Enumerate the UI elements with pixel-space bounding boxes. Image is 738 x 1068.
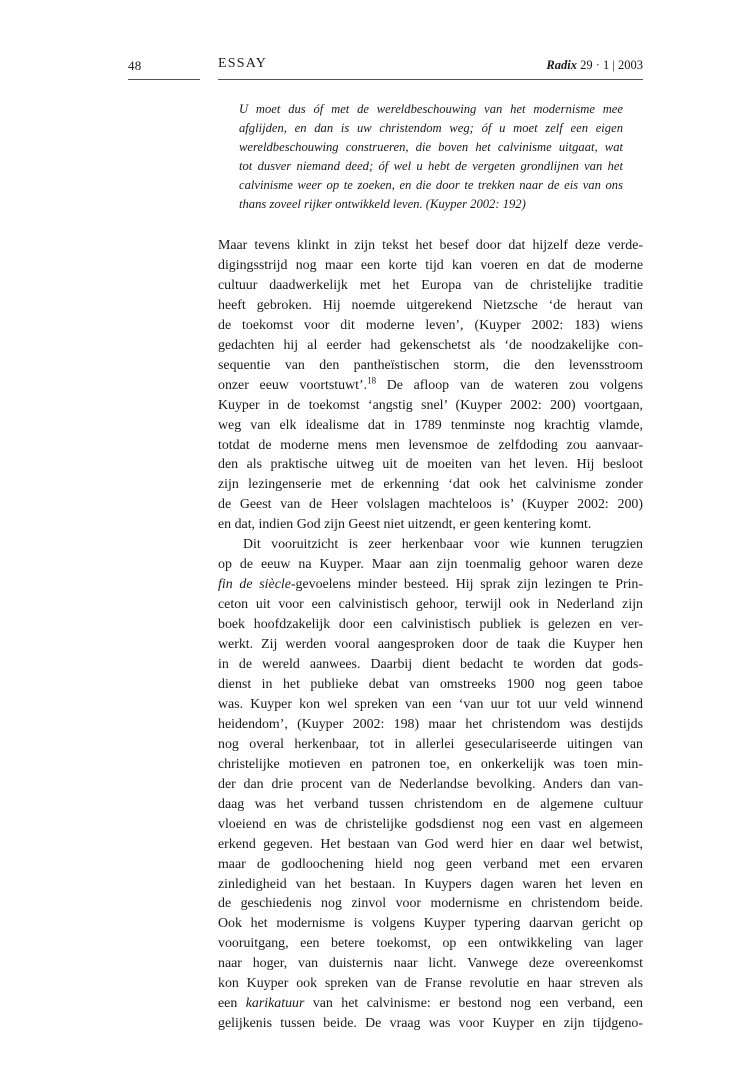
- body-line: cultuur daadwerkelijk met het Europa van de christelijke traditie: [218, 277, 643, 293]
- body-line: nog overal herkenbaar, tot in allerlei geseculariseerde uitingen van: [218, 736, 643, 752]
- body-line: en dat, indien God zijn Geest niet uitzendt, er geen kentering komt.: [218, 517, 592, 533]
- body-line: zijn lezingenserie met de erkenning ‘dat ook het calvinisme zonder: [218, 477, 643, 493]
- quote-line: calvinisme weer op te zoeken, en die door te trekken naar de eis van ons: [239, 178, 623, 193]
- footnote-ref: 18: [367, 375, 377, 386]
- quote-line: afglijden, en dan is uw christendom weg; óf u moet zelf een eigen: [239, 121, 623, 136]
- page-number: 48: [128, 58, 142, 73]
- body-line-text: -gevoelens minder besteed. Hij sprak zijn lezingen te Prin-: [290, 577, 643, 593]
- body-line: was. Kuyper kon wel spreken van een ‘van uur tot uur veld winnend: [218, 696, 643, 712]
- body-line: Kuyper in de toekomst ‘angstig snel’ (Kuyper 2002: 200) voortgaan,: [218, 397, 643, 413]
- body-line: der dan drie procent van de Nederlandse bevolking. Anders dan van-: [218, 776, 643, 792]
- blockquote: [239, 100, 623, 215]
- body-line: Dit vooruitzicht is zeer herkenbaar voor wie kunnen terugzien: [243, 537, 643, 553]
- body-line: digingsstrijd nog maar een korte tijd kan voeren en dat de moderne: [218, 257, 643, 273]
- body-text: [218, 236, 643, 1034]
- issue-info: 29 · 1 | 2003: [580, 58, 643, 72]
- journal-name: Radix: [546, 58, 577, 72]
- body-line: vloeiend en was de christelijke godsdienst nog een vast en algemeen: [218, 816, 643, 832]
- body-line: Ook het modernisme is volgens Kuyper typering daarvan gericht op: [218, 916, 643, 932]
- body-line: gelijkenis tussen beide. De vraag was voor Kuyper en zijn tijdgeno-: [218, 1016, 643, 1032]
- body-line: zinledigheid van het bestaan. In Kuypers dagen waren het leven en: [218, 876, 643, 892]
- body-line: [218, 376, 643, 396]
- body-line: erkend gegeven. Het bestaan van God werd hier en daar wel betwist,: [218, 836, 643, 852]
- body-line-prefix: een: [218, 996, 246, 1012]
- body-line: daag was het verband tussen christendom en de algemene cultuur: [218, 796, 643, 812]
- quote-line: thans zoveel rijker ontwikkeld leven. (Kuyper 2002: 192): [239, 197, 526, 212]
- body-line: [218, 575, 643, 595]
- body-line: heidendom’, (Kuyper 2002: 198) maar het christendom was destijds: [218, 716, 643, 732]
- body-line: heeft gebroken. Hij noemde uitgerekend Nietzsche ‘de heraut van: [218, 297, 643, 313]
- body-line: den als praktische uitweg uit de moeiten van het leven. Hij besloot: [218, 457, 643, 473]
- body-line: christelijke motieven en patronen toe, en onkerkelijk was toen min-: [218, 756, 643, 772]
- header-rule-left: [128, 79, 200, 80]
- section-label: ESSAY: [218, 56, 268, 71]
- body-line: op de eeuw na Kuyper. Maar aan zijn toenmalig gehoor waren deze: [218, 557, 643, 573]
- body-line: werkt. Zij werden vooral aangesproken door de taak die Kuyper hen: [218, 637, 643, 653]
- body-line: naar hoger, van duisternis naar licht. Vanwege deze overeenkomst: [218, 956, 643, 972]
- body-line: weg van elk idealisme dat in 1789 tenminste nog krachtig vlamde,: [218, 417, 643, 433]
- body-line: de Geest van de Heer volslagen machteloos is’ (Kuyper 2002: 200): [218, 497, 643, 513]
- body-line: sequentie van den pantheïstischen storm, die den levensstroom: [218, 357, 643, 373]
- body-line: Maar tevens klinkt in zijn tekst het besef door dat hijzelf deze verde-: [218, 238, 643, 253]
- quote-line: U moet dus óf met de wereldbeschouwing van het modernisme mee: [239, 102, 623, 116]
- body-line: boek hoofdzakelijk door een calvinistisch publiek is gelezen en ver-: [218, 617, 643, 633]
- body-line: maar de godloochening hield nog geen verband met een ervaren: [218, 856, 643, 872]
- body-line: dienst in het publieke debat van omstreeks 1900 nog geen taboe: [218, 676, 643, 692]
- body-line: ceton uit voor een calvinistisch gehoor, terwijl ook in Nederland zijn: [218, 597, 643, 613]
- body-line-text: onzer eeuw voortstuwt’.: [218, 377, 368, 393]
- body-line: de toekomst voor dit moderne leven’, (Kuyper 2002: 183) wiens: [218, 317, 643, 333]
- body-line: kon Kuyper ook spreken van de Franse revolutie en haar streven als: [218, 976, 643, 992]
- body-line: de geschiedenis nog zinvol voor modernisme en christendom beide.: [218, 896, 643, 912]
- body-line-tail: De afloop van de wateren zou volgens: [376, 377, 643, 393]
- fin-de-siecle-italic: fin de siècle: [218, 577, 291, 593]
- body-line: vooruitgang, een betere toekomst, op een ontwikkeling van lager: [218, 936, 643, 952]
- body-line: totdat de moderne mens men levensmoe de zelfdoding zou aanvaar-: [218, 437, 643, 453]
- body-line: gedachten hij al eerder had gekenschetst als ‘de noodzakelijke con-: [218, 337, 643, 353]
- karikatuur-italic: karikatuur: [245, 996, 305, 1012]
- body-line: [218, 994, 643, 1014]
- quote-line: tot dusver niemand deed; óf wel u hebt de vergeten grondlijnen van het: [239, 159, 623, 174]
- quote-line: wereldbeschouwing construeren, die boven het calvinisme uitgaat, wat: [239, 140, 623, 155]
- running-head: [546, 58, 643, 73]
- body-line-text: van het calvinisme: er bestond nog een verband, een: [304, 996, 643, 1012]
- header-rule-right: [218, 79, 643, 80]
- body-line: in de wereld aanwees. Daarbij dient bedacht te worden dat gods-: [218, 657, 643, 673]
